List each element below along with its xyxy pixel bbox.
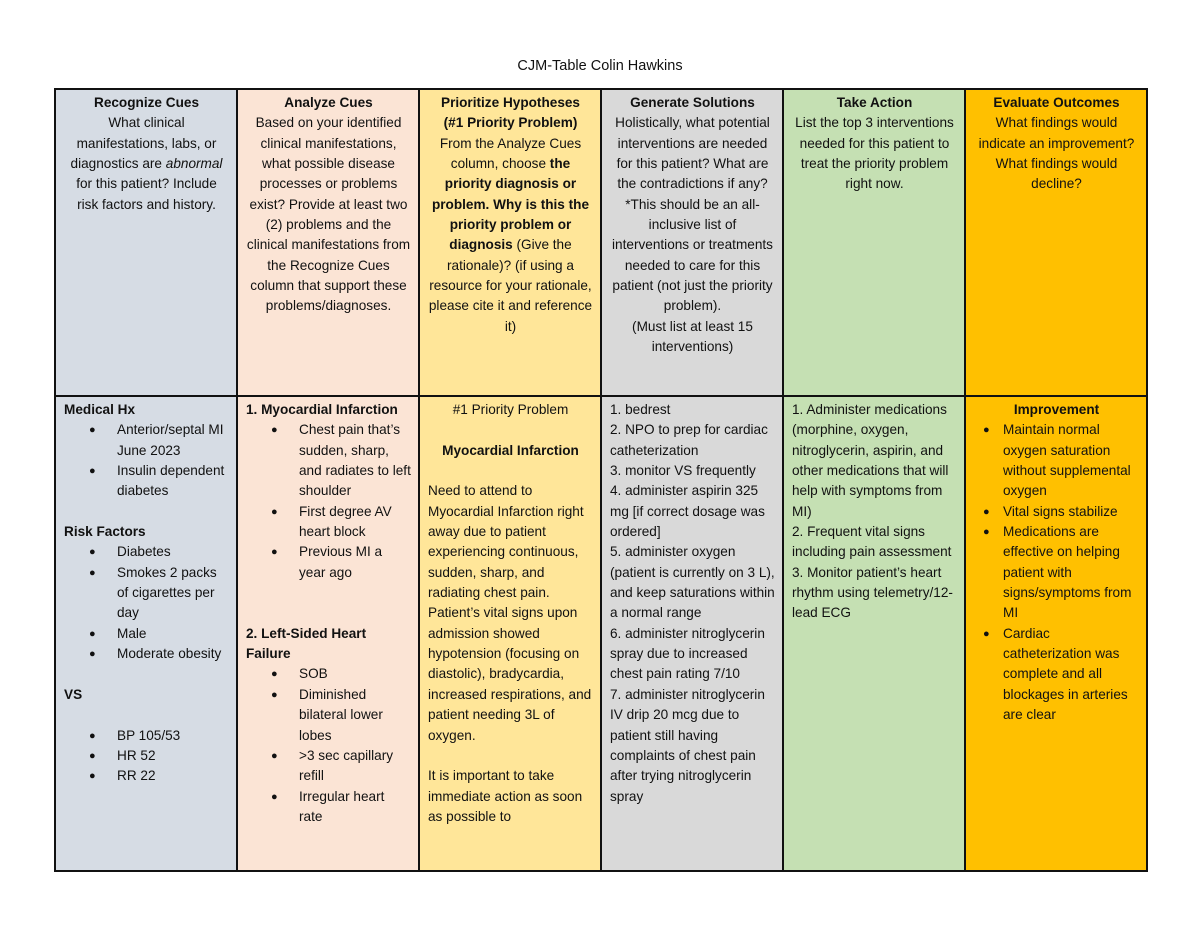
cell-analyze-cues bbox=[237, 396, 419, 871]
list-item: ● Male bbox=[64, 624, 229, 644]
header-title: Evaluate Outcomes bbox=[993, 95, 1120, 110]
cjm-table bbox=[54, 88, 1148, 872]
header-row bbox=[55, 89, 1147, 396]
cell-evaluate-outcomes bbox=[965, 396, 1147, 871]
list-item: ● >3 sec capillary refill bbox=[271, 747, 394, 784]
bullet-icon: ● bbox=[271, 505, 278, 518]
bullet-icon: ● bbox=[983, 424, 990, 437]
header-subtitle: (#1 Priority Problem) bbox=[443, 115, 578, 131]
list-item: ● Diabetes bbox=[64, 542, 229, 562]
bullet-icon: ● bbox=[89, 424, 96, 437]
header-description: List the top 3 interventions needed for this patient to treat the priority problem right now. bbox=[795, 115, 954, 192]
bullet-icon: ● bbox=[89, 566, 96, 579]
list-item: 2. Frequent vital signs including pain assessment bbox=[792, 524, 952, 560]
medical-hx-list bbox=[64, 420, 229, 501]
bullet-icon: ● bbox=[89, 546, 96, 559]
header-evaluate-outcomes bbox=[965, 89, 1147, 396]
problem-title: 2. Left-Sided Heart Failure bbox=[246, 625, 367, 662]
header-description: What findings would indicate an improvement? bbox=[978, 115, 1135, 151]
priority-rationale-2: It is important to take immediate action as soon as possible to bbox=[428, 768, 583, 824]
problem-title: 1. Myocardial Infarction bbox=[246, 402, 398, 417]
section-label: VS bbox=[64, 686, 83, 702]
header-description: Based on your identified clinical manifestations, what possible disease processes or problems exist? Provide at least two (2) problems and the clinical manifestations from the Recognize Cues column that support these problems/diagnoses. bbox=[246, 115, 411, 314]
list-item: ● BP 105/53 bbox=[64, 726, 229, 746]
section-label: Improvement bbox=[1013, 402, 1100, 417]
list-item: ● Medications are effective on helping patient with signs/symptoms from MI bbox=[983, 524, 1132, 621]
header-description-2: What findings would decline? bbox=[995, 156, 1118, 192]
list-item: 3. Monitor patient’s heart rhythm using telemetry/12-lead ECG bbox=[792, 564, 953, 621]
bullet-icon: ● bbox=[983, 627, 990, 640]
risk-factors-list bbox=[64, 542, 229, 664]
bullet-icon: ● bbox=[271, 424, 278, 437]
section-label: Medical Hx bbox=[64, 402, 136, 417]
list-item: 6. administer nitroglycerin spray due to increased chest pain rating 7/10 bbox=[610, 625, 765, 682]
list-item: ● Vital signs stabilize bbox=[974, 502, 1139, 522]
section-label: Risk Factors bbox=[64, 524, 146, 540]
list-item: 1. bedrest bbox=[610, 402, 671, 417]
problem1-list bbox=[246, 420, 411, 583]
list-item: ● HR 52 bbox=[64, 746, 229, 766]
list-item: 3. monitor VS frequently bbox=[610, 463, 756, 479]
bullet-icon: ● bbox=[89, 465, 96, 478]
header-requirement: (Must list at least 15 interventions) bbox=[632, 318, 753, 355]
header-title: Recognize Cues bbox=[94, 95, 199, 110]
priority-label: #1 Priority Problem bbox=[452, 402, 569, 417]
header-analyze-cues bbox=[237, 89, 419, 396]
problem2-list bbox=[246, 664, 411, 827]
list-item: ● Diminished bilateral lower lobes bbox=[271, 686, 383, 743]
list-item: 7. administer nitroglycerin IV drip 20 mcg due to patient still having complaints of chest pain after trying nitroglycerin spray bbox=[610, 686, 765, 804]
bullet-icon: ● bbox=[271, 790, 278, 803]
bullet-icon: ● bbox=[271, 546, 278, 559]
list-item: ● First degree AV heart block bbox=[271, 503, 392, 540]
header-recognize-cues bbox=[55, 89, 237, 396]
list-item: ● Cardiac catheterization was complete and all blockages in arteries are clear bbox=[983, 625, 1128, 723]
cell-recognize-cues bbox=[55, 396, 237, 871]
list-item: ● Insulin dependent diabetes bbox=[89, 463, 225, 499]
vital-signs-list bbox=[64, 726, 229, 787]
header-generate-solutions bbox=[601, 89, 783, 396]
improvement-list bbox=[974, 420, 1139, 725]
header-description: Holistically, what potential interventions are needed for this patient? What are the contradictions if any? bbox=[615, 115, 770, 192]
header-take-action bbox=[783, 89, 965, 396]
list-item: ● RR 22 bbox=[64, 766, 229, 786]
list-item: ● Irregular heart rate bbox=[271, 788, 385, 824]
bullet-icon: ● bbox=[89, 627, 96, 640]
list-item: ● Moderate obesity bbox=[64, 644, 229, 664]
bullet-icon: ● bbox=[983, 526, 990, 539]
bullet-icon: ● bbox=[271, 688, 278, 701]
bullet-icon: ● bbox=[271, 668, 278, 681]
list-item: ● Anterior/septal MI June 2023 bbox=[89, 422, 224, 458]
list-item: 2. NPO to prep for cardiac catheterization bbox=[610, 422, 768, 458]
header-description: What clinical manifestations, labs, or diagnostics are abnormal for this patient? Include risk factors and history. bbox=[70, 115, 223, 212]
priority-rationale: Need to attend to Myocardial Infarction right away due to patient experiencing continuous, sudden, sharp, and radiating chest pain. Patient’s vital signs upon admission showed hypotension (focusing on diastolic), bradycardia, increased respirations, and patient needing 3L of oxygen. bbox=[428, 483, 592, 743]
bullet-icon: ● bbox=[89, 648, 96, 661]
header-title: Generate Solutions bbox=[630, 95, 755, 110]
header-prioritize-hypotheses bbox=[419, 89, 601, 396]
header-description: From the Analyze Cues column, choose the priority diagnosis or problem. Why is this the priority problem or diagnosis (Give the rationale)? (if using a resource for your rationale, please cite it and reference it) bbox=[428, 135, 593, 334]
header-title: Prioritize Hypotheses bbox=[441, 95, 580, 110]
cell-generate-solutions bbox=[601, 396, 783, 871]
bullet-icon: ● bbox=[983, 505, 990, 518]
header-note: *This should be an all-inclusive list of interventions or treatments needed to care for this patient (not just the priority problem). bbox=[612, 196, 773, 314]
list-item: ● Previous MI a year ago bbox=[271, 544, 383, 580]
list-item: 4. administer aspirin 325 mg [if correct dosage was ordered] bbox=[610, 483, 765, 540]
header-title: Analyze Cues bbox=[284, 95, 373, 110]
bullet-icon: ● bbox=[89, 770, 96, 783]
cell-take-action bbox=[783, 396, 965, 871]
content-row bbox=[55, 396, 1147, 871]
bullet-icon: ● bbox=[89, 729, 96, 742]
bullet-icon: ● bbox=[89, 749, 96, 762]
bullet-icon: ● bbox=[271, 749, 278, 762]
header-title: Take Action bbox=[836, 95, 913, 110]
list-item: ● SOB bbox=[246, 664, 411, 684]
priority-problem: Myocardial Infarction bbox=[442, 442, 579, 458]
list-item: 1. Administer medications (morphine, oxygen, nitroglycerin, aspirin, and other medications that will help with symptoms from MI) bbox=[792, 402, 949, 519]
cell-prioritize-hypotheses bbox=[419, 396, 601, 871]
list-item: ● Smokes 2 packs of cigarettes per day bbox=[89, 564, 217, 621]
list-item: ● Chest pain that’s sudden, sharp, and radiates to left shoulder bbox=[271, 422, 411, 499]
list-item: ● Maintain normal oxygen saturation without supplemental oxygen bbox=[983, 422, 1131, 499]
list-item: 5. administer oxygen (patient is currently on 3 L), and keep saturations within a normal range bbox=[610, 544, 775, 621]
document-title: CJM-Table Colin Hawkins bbox=[517, 58, 683, 74]
